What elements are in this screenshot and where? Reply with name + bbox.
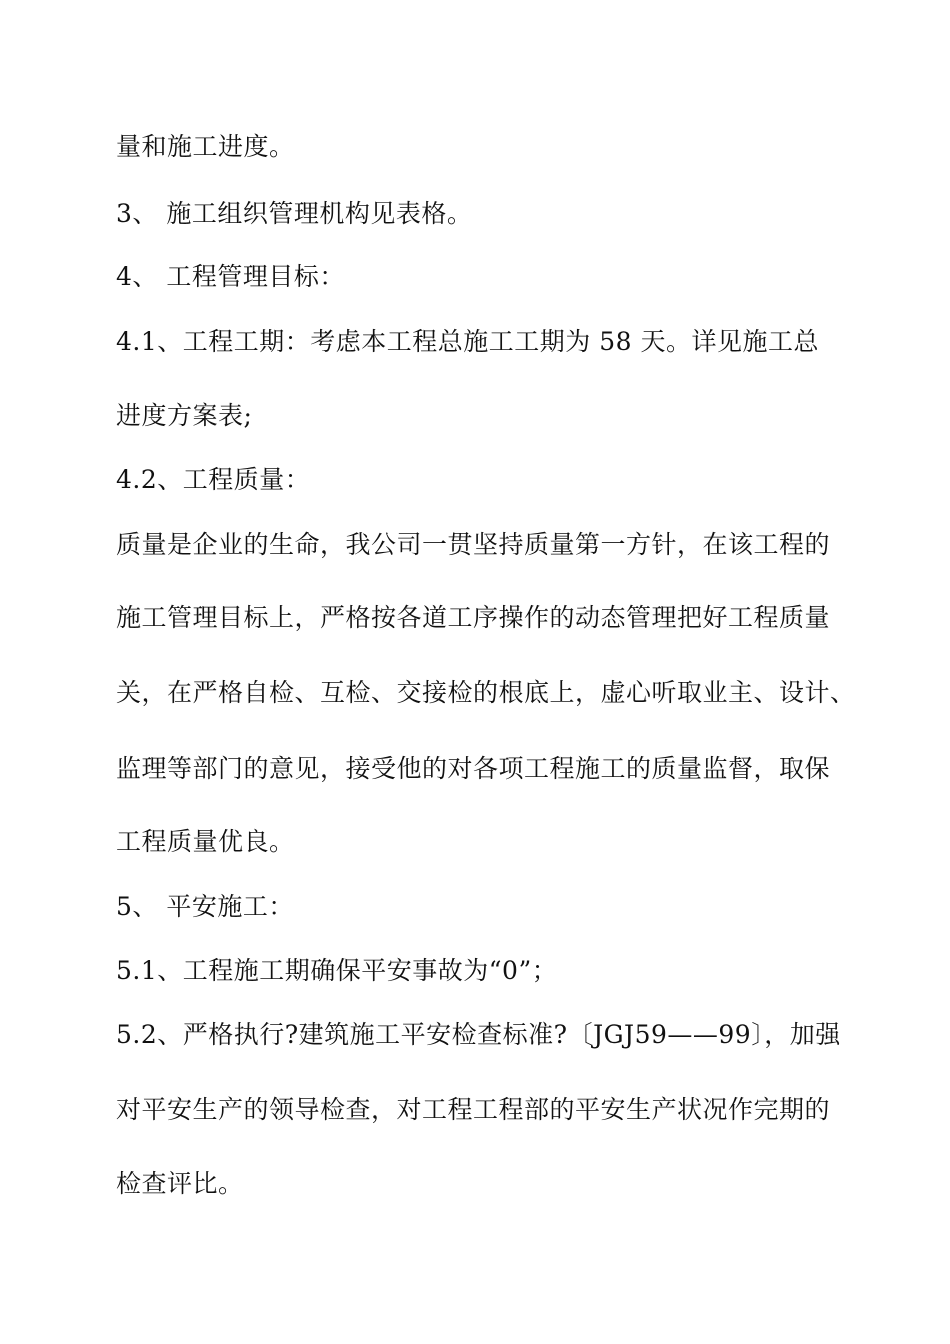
text-line: 关，在严格自检、互检、交接检的根底上，虚心听取业主、设计、 bbox=[116, 678, 856, 707]
text-line: 4、 工程管理目标： bbox=[116, 262, 345, 291]
text-line: 量和施工进度。 bbox=[116, 132, 295, 161]
text-line: 4.2、工程质量： bbox=[116, 465, 311, 494]
text-line: 进度方案表; bbox=[116, 401, 253, 430]
text-line: 对平安生产的领导检查，对工程工程部的平安生产状况作完期的 bbox=[116, 1095, 831, 1124]
text-line: 5、 平安施工： bbox=[116, 892, 294, 921]
text-line: 5.2、严格执行?建筑施工平安检查标准?〔JGJ59——99〕，加强 bbox=[116, 1020, 841, 1049]
text-line: 质量是企业的生命，我公司一贯坚持质量第一方针，在该工程的 bbox=[116, 530, 831, 559]
text-line: 5.1、工程施工期确保平安事故为“0”； bbox=[116, 956, 558, 985]
text-line: 检查评比。 bbox=[116, 1169, 244, 1198]
text-line: 工程质量优良。 bbox=[116, 827, 295, 856]
text-line: 监理等部门的意见，接受他的对各项工程施工的质量监督，取保 bbox=[116, 754, 831, 783]
text-line: 4.1、工程工期：考虑本工程总施工工期为 58 天。详见施工总 bbox=[116, 327, 819, 356]
text-line: 3、 施工组织管理机构见表格。 bbox=[116, 199, 473, 228]
text-line: 施工管理目标上，严格按各道工序操作的动态管理把好工程质量 bbox=[116, 603, 831, 632]
